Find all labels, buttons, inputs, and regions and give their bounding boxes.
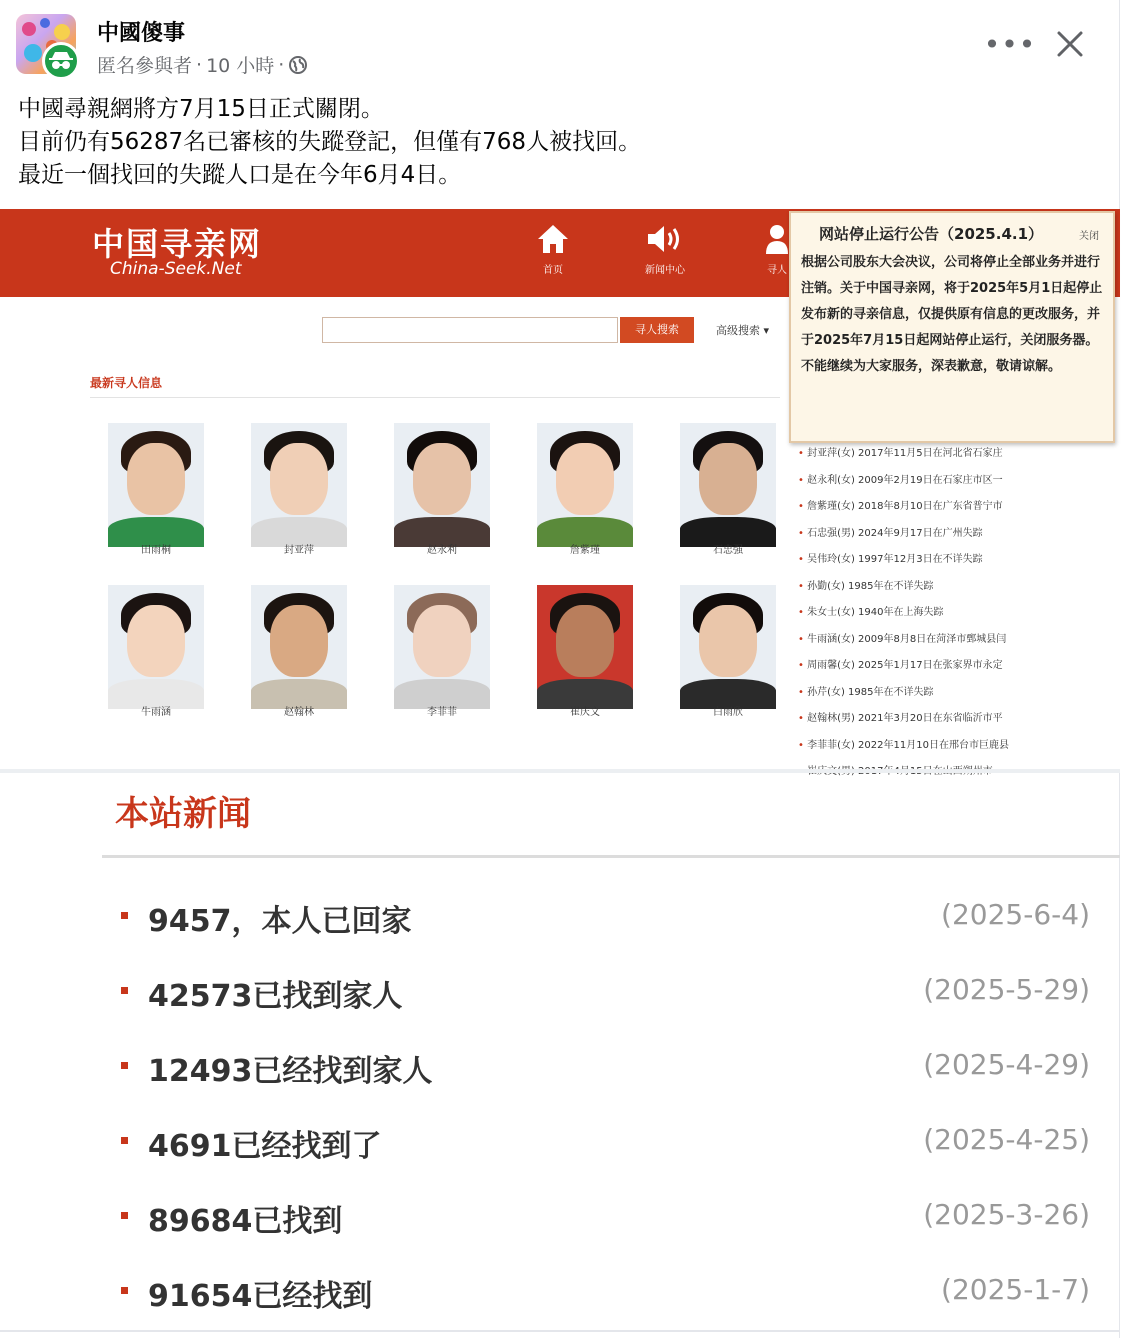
- missing-person-photo: [394, 585, 490, 699]
- news-item-text: 4691已经找到了: [148, 1129, 382, 1164]
- missing-person-name: 崔庆文: [570, 707, 600, 718]
- news-item-text: 12493已经找到家人: [148, 1054, 433, 1089]
- missing-person-photo: [108, 585, 204, 699]
- anonymous-participant-icon: [42, 42, 80, 80]
- group-name-link[interactable]: 中國傻事: [97, 21, 186, 46]
- news-title-rule: [102, 855, 1120, 858]
- missing-person-name: 赵永利: [427, 545, 457, 556]
- post-line-3: 最近一個找回的失蹤人口是在今年6月4日。: [18, 162, 462, 188]
- missing-person-list-item: • 赵永利(女) 2009年2月19日在石家庄市区一: [798, 468, 1118, 495]
- missing-person-list-item: • 孙勤(女) 1985年在不详失踪: [798, 574, 1118, 601]
- news-item-date: (2025-1-7): [941, 1273, 1090, 1306]
- missing-person-list-item: • 孙芹(女) 1985年在不详失踪: [798, 680, 1118, 707]
- meta-separator-2: ·: [278, 53, 285, 76]
- news-bullet: [121, 1137, 128, 1144]
- news-item-date: (2025-5-29): [923, 973, 1090, 1006]
- post-time-link[interactable]: 10 小時: [206, 55, 275, 77]
- missing-person-list-item: • 封亚萍(女) 2017年11月5日在河北省石家庄: [798, 441, 1118, 468]
- globe-icon[interactable]: [288, 55, 308, 75]
- site-nav-news: [630, 221, 700, 276]
- post-line-2: 目前仍有56287名已審核的失蹤登記，但僅有768人被找回。: [18, 129, 642, 155]
- missing-person-name: 赵翰林: [284, 707, 314, 718]
- close-icon: [1056, 30, 1084, 58]
- news-item: [118, 1040, 1090, 1115]
- missing-person-photo: [537, 423, 633, 537]
- news-bullet: [121, 987, 128, 994]
- missing-person-photo: [680, 585, 776, 699]
- missing-person-photo: [251, 585, 347, 699]
- news-item: [118, 1115, 1090, 1190]
- shutdown-notice-popup: [789, 211, 1115, 443]
- image-divider: [0, 769, 1120, 773]
- missing-person-photo: [394, 423, 490, 537]
- missing-person-list-item: • 吴伟玲(女) 1997年12月3日在不详失踪: [798, 547, 1118, 574]
- missing-person-name: 白雨欣: [713, 707, 743, 718]
- news-item-date: (2025-4-25): [923, 1123, 1090, 1156]
- missing-person-name: 詹紫瑾: [570, 545, 600, 556]
- news-item-date: (2025-3-26): [923, 1198, 1090, 1231]
- meta-separator: ·: [196, 53, 203, 76]
- news-bullet: [121, 1287, 128, 1294]
- news-item-date: (2025-6-4): [941, 898, 1090, 931]
- missing-person-name: 田雨桐: [141, 545, 171, 556]
- missing-person-name: 封亚萍: [284, 545, 314, 556]
- news-item: [118, 1190, 1090, 1265]
- missing-person-list-item: • 石忠强(男) 2024年9月17日在广州失踪: [798, 521, 1118, 548]
- group-avatar-link[interactable]: [16, 14, 80, 78]
- site-nav-home-label: 首页: [543, 265, 563, 276]
- missing-person-photo: [251, 423, 347, 537]
- site-search-input: [322, 317, 618, 343]
- missing-person-list-item: • 牛雨涵(女) 2009年8月8日在菏泽市鄄城县闫: [798, 627, 1118, 654]
- news-item-text: 42573已找到家人: [148, 979, 403, 1014]
- news-item: [118, 890, 1090, 965]
- missing-person-list: [798, 441, 1118, 786]
- news-bullet: [121, 1062, 128, 1069]
- post-body: [18, 93, 641, 192]
- site-advanced-search: 高级搜索 ▾: [716, 324, 770, 337]
- news-item: [118, 965, 1090, 1040]
- person-icon: [762, 223, 792, 255]
- missing-person-photo: [680, 423, 776, 537]
- section-divider: [90, 397, 780, 398]
- news-section-title: 本站新闻: [115, 794, 251, 834]
- missing-person-name: 李菲菲: [427, 707, 457, 718]
- site-logo-en: China-Seek.Net: [110, 259, 242, 279]
- speaker-icon: [645, 223, 685, 255]
- missing-person-list-item: • 周雨馨(女) 2025年1月17日在张家界市永定: [798, 653, 1118, 680]
- news-item-date: (2025-4-29): [923, 1048, 1090, 1081]
- site-nav-home: [518, 221, 588, 276]
- news-item-text: 89684已找到: [148, 1204, 343, 1239]
- missing-person-list-item: • 朱女士(女) 1940年在上海失踪: [798, 600, 1118, 627]
- latest-missing-label: 最新寻人信息: [90, 376, 163, 390]
- post-meta: [97, 51, 308, 78]
- home-icon: [536, 223, 570, 255]
- close-button[interactable]: [1050, 24, 1090, 64]
- site-nav-person-label: 寻人: [767, 265, 787, 276]
- notice-close: 关闭: [1079, 231, 1099, 242]
- post-line-1: 中國尋親網將方7月15日正式關閉。: [18, 96, 384, 122]
- missing-person-photo: [537, 585, 633, 699]
- site-search-button: 寻人搜索: [620, 317, 694, 343]
- missing-person-list-item: • 詹紫瑾(女) 2018年8月10日在广东省普宁市: [798, 494, 1118, 521]
- news-item-text: 91654已经找到: [148, 1279, 373, 1314]
- news-bullet: [121, 1212, 128, 1219]
- news-list: [118, 890, 1090, 1340]
- more-options-button[interactable]: •••: [983, 27, 1037, 61]
- missing-person-name: 石忠强: [713, 545, 743, 556]
- missing-person-list-item: • 李菲菲(女) 2022年11月10日在邢台市巨鹿县: [798, 733, 1118, 760]
- news-bullet: [121, 912, 128, 919]
- notice-body: 根据公司股东大会决议，公司将停止全部业务并进行注销。关于中国寻亲网，将于2025年5月1日起停止发布新的寻亲信息，仅提供原有信息的更改服务，并于2025年7月15日起网站停止运行，关闭服务器。不能继续为大家服务，深表歉意，敬请谅解。: [801, 255, 1103, 374]
- author-name: 匿名參與者: [97, 55, 193, 77]
- news-item-text: 9457，本人已回家: [148, 904, 412, 939]
- notice-title: 网站停止运行公告（2025.4.1）: [819, 225, 1044, 243]
- site-logo-cn: 中国寻亲网: [92, 225, 263, 263]
- missing-person-photo: [108, 423, 204, 537]
- card-bottom-border: [0, 1330, 1120, 1332]
- missing-person-name: 牛雨涵: [141, 707, 171, 718]
- post-image-website-screenshot[interactable]: [0, 209, 1120, 769]
- site-nav-news-label: 新闻中心: [645, 265, 685, 276]
- missing-person-list-item: • 赵翰林(男) 2021年3月20日在东省临沂市平: [798, 706, 1118, 733]
- news-item: [118, 1265, 1090, 1340]
